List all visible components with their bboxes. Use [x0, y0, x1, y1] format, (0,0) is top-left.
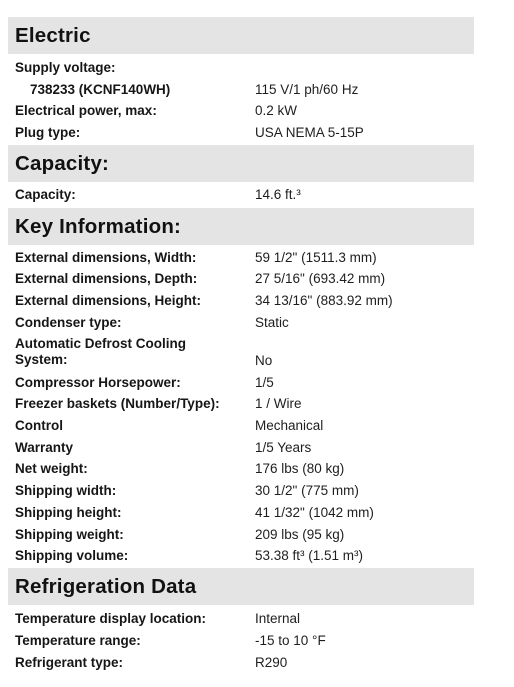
- spec-row-plug-type: [0, 124, 514, 142]
- spec-label: Net weight:: [15, 461, 88, 476]
- spec-value: 176 lbs (80 kg): [255, 461, 345, 476]
- section-header-electric: [8, 17, 474, 54]
- spec-label: Condenser type:: [15, 315, 122, 330]
- spec-value: No: [255, 353, 273, 368]
- spec-label: Electrical power, max:: [15, 103, 157, 118]
- spec-row-refrigerant-type: [0, 654, 514, 672]
- spec-value: 1/5: [255, 375, 274, 390]
- section-header-key-information: [8, 208, 474, 245]
- spec-value: 209 lbs (95 kg): [255, 527, 345, 542]
- spec-value: Internal: [255, 611, 301, 626]
- spec-label: 738233 (KCNF140WH): [30, 82, 171, 97]
- spec-row-supply-voltage: [0, 59, 514, 77]
- section-title-capacity: Capacity:: [15, 151, 110, 175]
- spec-value: Static: [255, 315, 289, 330]
- spec-value: 1 / Wire: [255, 396, 302, 411]
- spec-label: Shipping volume:: [15, 548, 129, 563]
- spec-row-external-width: [0, 249, 514, 267]
- spec-row-external-depth: [0, 270, 514, 288]
- spec-label: Temperature range:: [15, 633, 141, 648]
- spec-label: Refrigerant type:: [15, 655, 124, 670]
- spec-value: 59 1/2" (1511.3 mm): [255, 250, 377, 265]
- spec-value: USA NEMA 5-15P: [255, 125, 364, 140]
- spec-row-model: [0, 81, 514, 99]
- section-title-electric: Electric: [15, 23, 91, 47]
- spec-row-shipping-height: [0, 504, 514, 522]
- spec-label: Shipping weight:: [15, 527, 124, 542]
- spec-row-freezer-baskets: [0, 395, 514, 413]
- spec-value: 41 1/32" (1042 mm): [255, 505, 374, 520]
- spec-value: 14.6 ft.³: [255, 187, 301, 202]
- spec-row-capacity: [0, 186, 514, 204]
- spec-row-shipping-width: [0, 482, 514, 500]
- spec-label: Plug type:: [15, 125, 81, 140]
- spec-value: 53.38 ft³ (1.51 m³): [255, 548, 364, 563]
- spec-row-warranty: [0, 439, 514, 457]
- spec-value: R290: [255, 655, 288, 670]
- spec-row-shipping-weight: [0, 526, 514, 544]
- spec-row-external-height: [0, 292, 514, 310]
- spec-label: Compressor Horsepower:: [15, 375, 181, 390]
- spec-label: [15, 336, 245, 368]
- spec-row-net-weight: [0, 460, 514, 478]
- section-header-capacity: [8, 145, 474, 182]
- spec-row-temperature-range: [0, 632, 514, 650]
- spec-label: External dimensions, Height:: [15, 293, 202, 308]
- spec-label: Shipping width:: [15, 483, 117, 498]
- spec-label: Temperature display location:: [15, 611, 207, 626]
- spec-label: Warranty: [15, 440, 74, 455]
- spec-value: Mechanical: [255, 418, 324, 433]
- spec-label-line: System:: [15, 352, 68, 367]
- spec-value: 0.2 kW: [255, 103, 298, 118]
- spec-label: Capacity:: [15, 187, 76, 202]
- spec-value: 34 13/16" (883.92 mm): [255, 293, 393, 308]
- spec-label: Supply voltage:: [15, 60, 116, 75]
- section-title-key-information: Key Information:: [15, 214, 182, 238]
- spec-row-compressor-horsepower: [0, 374, 514, 392]
- spec-value: 27 5/16" (693.42 mm): [255, 271, 386, 286]
- spec-label: External dimensions, Depth:: [15, 271, 198, 286]
- spec-row-electrical-power: [0, 102, 514, 120]
- spec-label: Freezer baskets (Number/Type):: [15, 396, 220, 411]
- section-title-refrigeration-data: Refrigeration Data: [15, 574, 197, 598]
- spec-value: 1/5 Years: [255, 440, 312, 455]
- spec-value: -15 to 10 °F: [255, 633, 326, 648]
- spec-label: External dimensions, Width:: [15, 250, 197, 265]
- spec-value: 115 V/1 ph/60 Hz: [255, 82, 359, 97]
- spec-label: Shipping height:: [15, 505, 122, 520]
- spec-label-line: Automatic Defrost Cooling: [15, 336, 186, 351]
- spec-row-shipping-volume: [0, 547, 514, 565]
- spec-row-temperature-display: [0, 610, 514, 628]
- spec-value: 30 1/2" (775 mm): [255, 483, 359, 498]
- spec-row-automatic-defrost: [0, 336, 514, 370]
- spec-label: Control: [15, 418, 63, 433]
- section-header-refrigeration-data: [8, 568, 474, 605]
- spec-row-condenser-type: [0, 314, 514, 332]
- spec-row-control: [0, 417, 514, 435]
